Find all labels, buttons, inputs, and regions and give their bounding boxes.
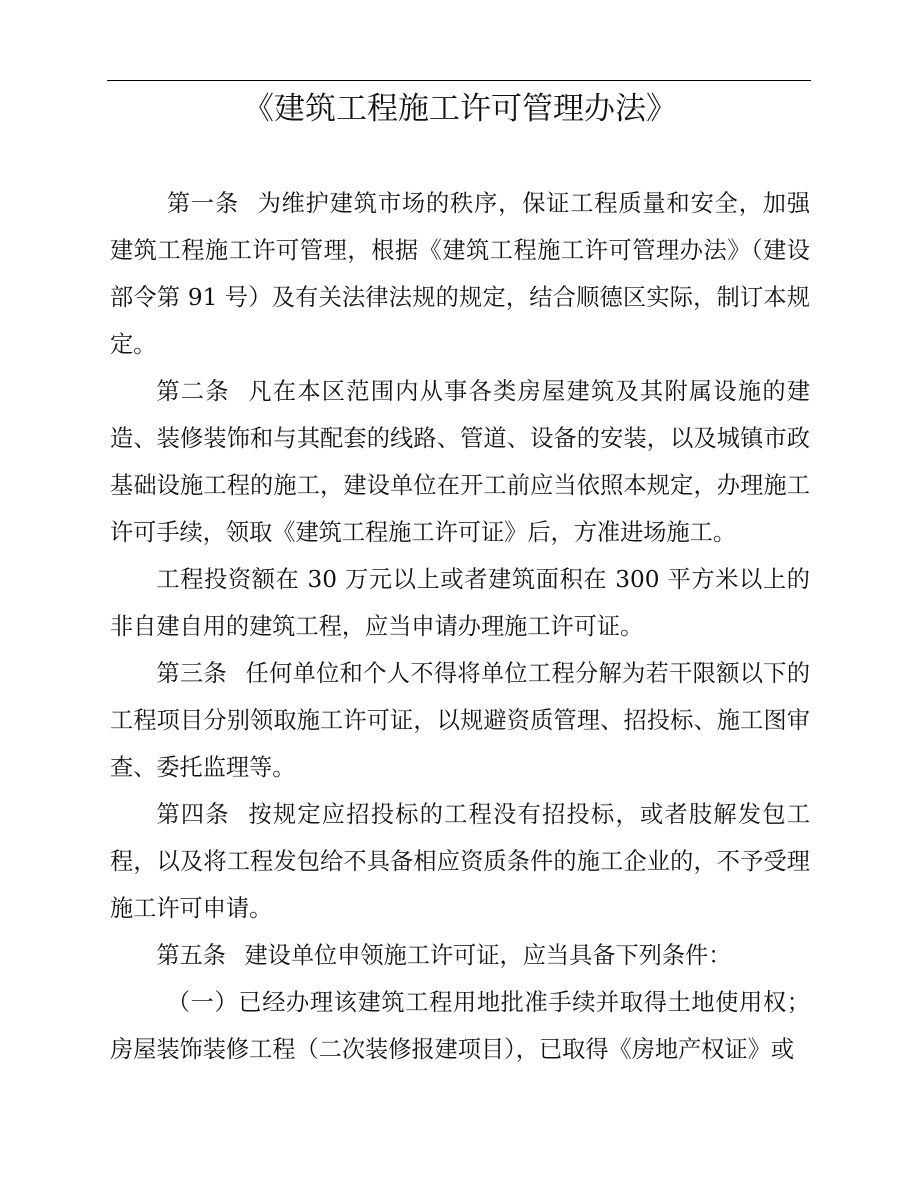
article-2-paragraph [110, 368, 810, 556]
article-5-label: 第五条 [156, 942, 226, 969]
article-1-text: 为维护建筑市场的秩序，保证工程质量和安全，加强建筑工程施工许可管理，根据《建筑工程施工许可管理办法》（建设部令第 91 号）及有关法律法规的规定，结合顺德区实际，制订本规定。 [110, 190, 811, 358]
article-5-paragraph [110, 932, 810, 979]
document-body [110, 180, 810, 1073]
article-4-paragraph [110, 791, 810, 932]
article-4-label: 第四条 [156, 801, 230, 828]
header-rule [107, 80, 811, 81]
article-5-text: 建设单位申领施工许可证，应当具备下列条件： [244, 942, 732, 969]
article-5-item-1-text: （一）已经办理该建筑工程用地批准手续并取得土地使用权；房屋装饰装修工程（二次装修报建项目），已取得《房地产权证》或 [110, 989, 810, 1063]
article-5-item-1-paragraph [110, 979, 810, 1073]
article-2-label: 第二条 [156, 378, 230, 405]
document-title: 《建筑工程施工许可管理办法》 [243, 91, 677, 127]
article-2-continuation-paragraph [110, 556, 810, 650]
article-4-text: 按规定应招投标的工程没有招投标，或者肢解发包工程，以及将工程发包给不具备相应资质条件的施工企业的，不予受理施工许可申请。 [110, 801, 811, 922]
article-1-paragraph [110, 180, 810, 368]
article-2-continuation-text: 工程投资额在 30 万元以上或者建筑面积在 300 平方米以上的非自建自用的建筑工程，应当申请办理施工许可证。 [110, 566, 810, 640]
article-1-label: 第一条 [166, 190, 240, 217]
article-3-text: 任何单位和个人不得将单位工程分解为若干限额以下的工程项目分别领取施工许可证，以规避资质管理、招投标、施工图审查、委托监理等。 [110, 660, 811, 781]
article-3-label: 第三条 [156, 660, 227, 687]
article-2-text: 凡在本区范围内从事各类房屋建筑及其附属设施的建造、装修装饰和与其配套的线路、管道、设备的安装，以及城镇市政基础设施工程的施工，建设单位在开工前应当依照本规定，办理施工许可手续，领取《建筑工程施工许可证》后，方准进场施工。 [110, 378, 811, 546]
article-3-paragraph [110, 650, 810, 791]
